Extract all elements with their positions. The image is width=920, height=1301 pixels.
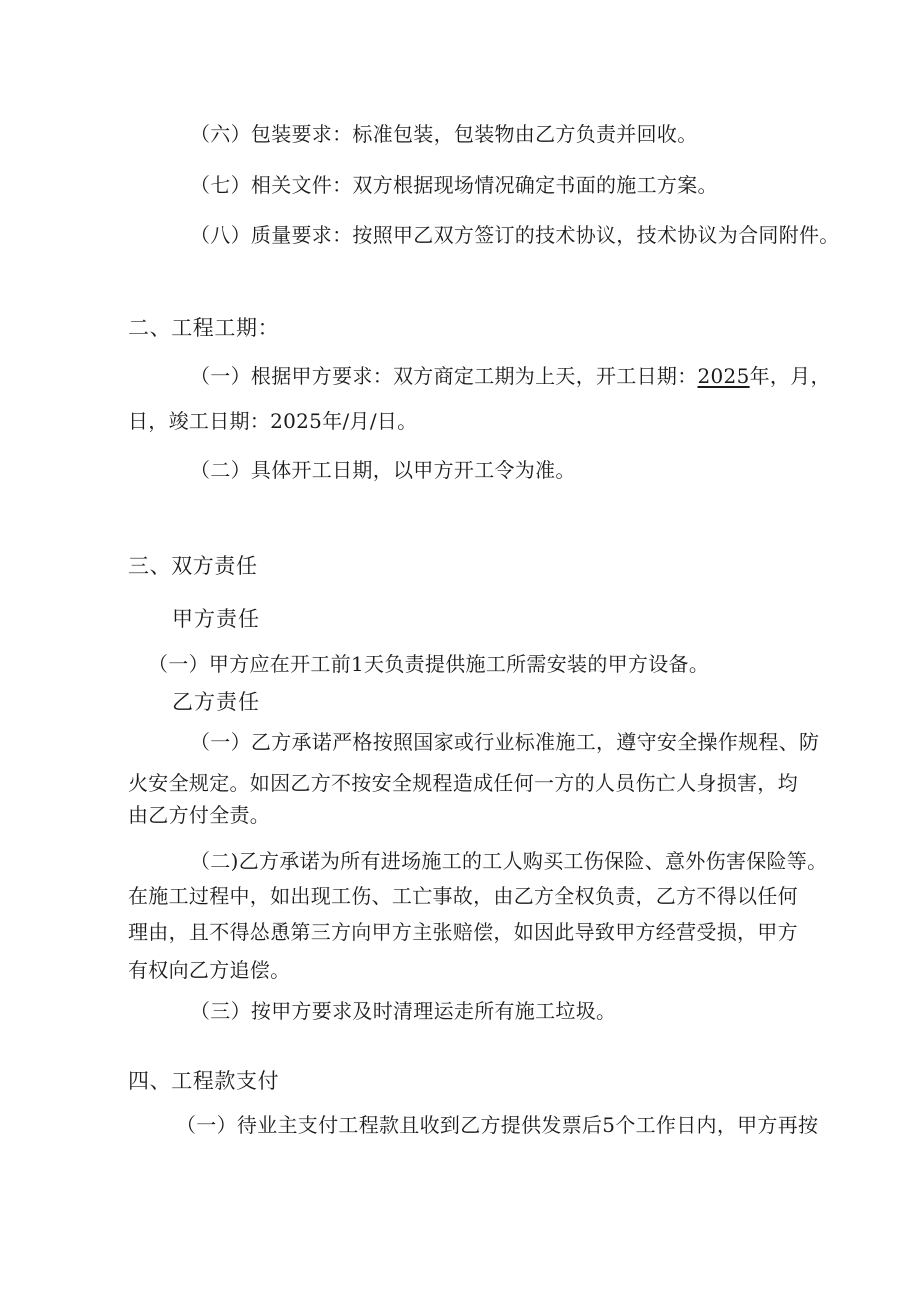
party-b-title: 乙方责任 (172, 690, 260, 714)
related-documents: （七）相关文件：双方根据现场情况确定书面的施工方案。 (190, 173, 718, 197)
party-b-item-2-line-4: 有权向乙方追偿。 (128, 958, 291, 982)
party-b-item-3: （三）按甲方要求及时清理运走所有施工垃圾。 (190, 999, 617, 1023)
party-b-item-1-line-3: 由乙方付全责。 (128, 803, 271, 827)
quality-requirement: （八）质量要求：按照甲乙双方签订的技术协议，技术协议为合同附件。 (190, 223, 840, 247)
party-b-item-2-line-1: （二)乙方承诺为所有进场施工的工人购买工伤保险、意外伤害保险等。 (190, 849, 828, 873)
schedule-item-2: （二）具体开工日期，以甲方开工令为准。 (190, 458, 576, 482)
party-b-item-1-line-2: 火安全规定。如因乙方不按安全规程造成任何一方的人员伤亡人身损害，均 (128, 771, 798, 795)
schedule-item-1 (190, 362, 831, 390)
payment-item-1: （一）待业主支付工程款且收到乙方提供发票后5个工作日内，甲方再按 (176, 1113, 819, 1137)
schedule-item-1-prefix: （一）根据甲方要求：双方商定工期为上天，开工日期： (190, 364, 698, 388)
packaging-requirement: （六）包装要求：标准包装，包装物由乙方负责并回收。 (190, 122, 698, 146)
completion-date-line: 日，竣工日期：2025年/月/日。 (128, 409, 418, 433)
section-heading-schedule: 二、工程工期： (128, 316, 280, 340)
party-b-item-1-line-1: （一）乙方承诺严格按照国家或行业标准施工，遵守安全操作规程、防 (190, 730, 820, 754)
start-year: 2025 (697, 364, 750, 388)
party-a-item-1: （一）甲方应在开工前1天负责提供施工所需安装的甲方设备。 (148, 652, 710, 676)
schedule-item-1-suffix: 年，月， (749, 364, 831, 388)
section-heading-responsibilities: 三、双方责任 (128, 554, 258, 578)
party-a-title: 甲方责任 (172, 607, 260, 631)
party-b-item-2-line-3: 理由，且不得怂恿第三方向甲方主张赔偿，如因此导致甲方经营受损，甲方 (128, 920, 798, 944)
party-b-item-2-line-2: 在施工过程中，如出现工伤、工亡事故，由乙方全权负责，乙方不得以任何 (128, 884, 798, 908)
section-heading-payment: 四、工程款支付 (128, 1069, 280, 1093)
